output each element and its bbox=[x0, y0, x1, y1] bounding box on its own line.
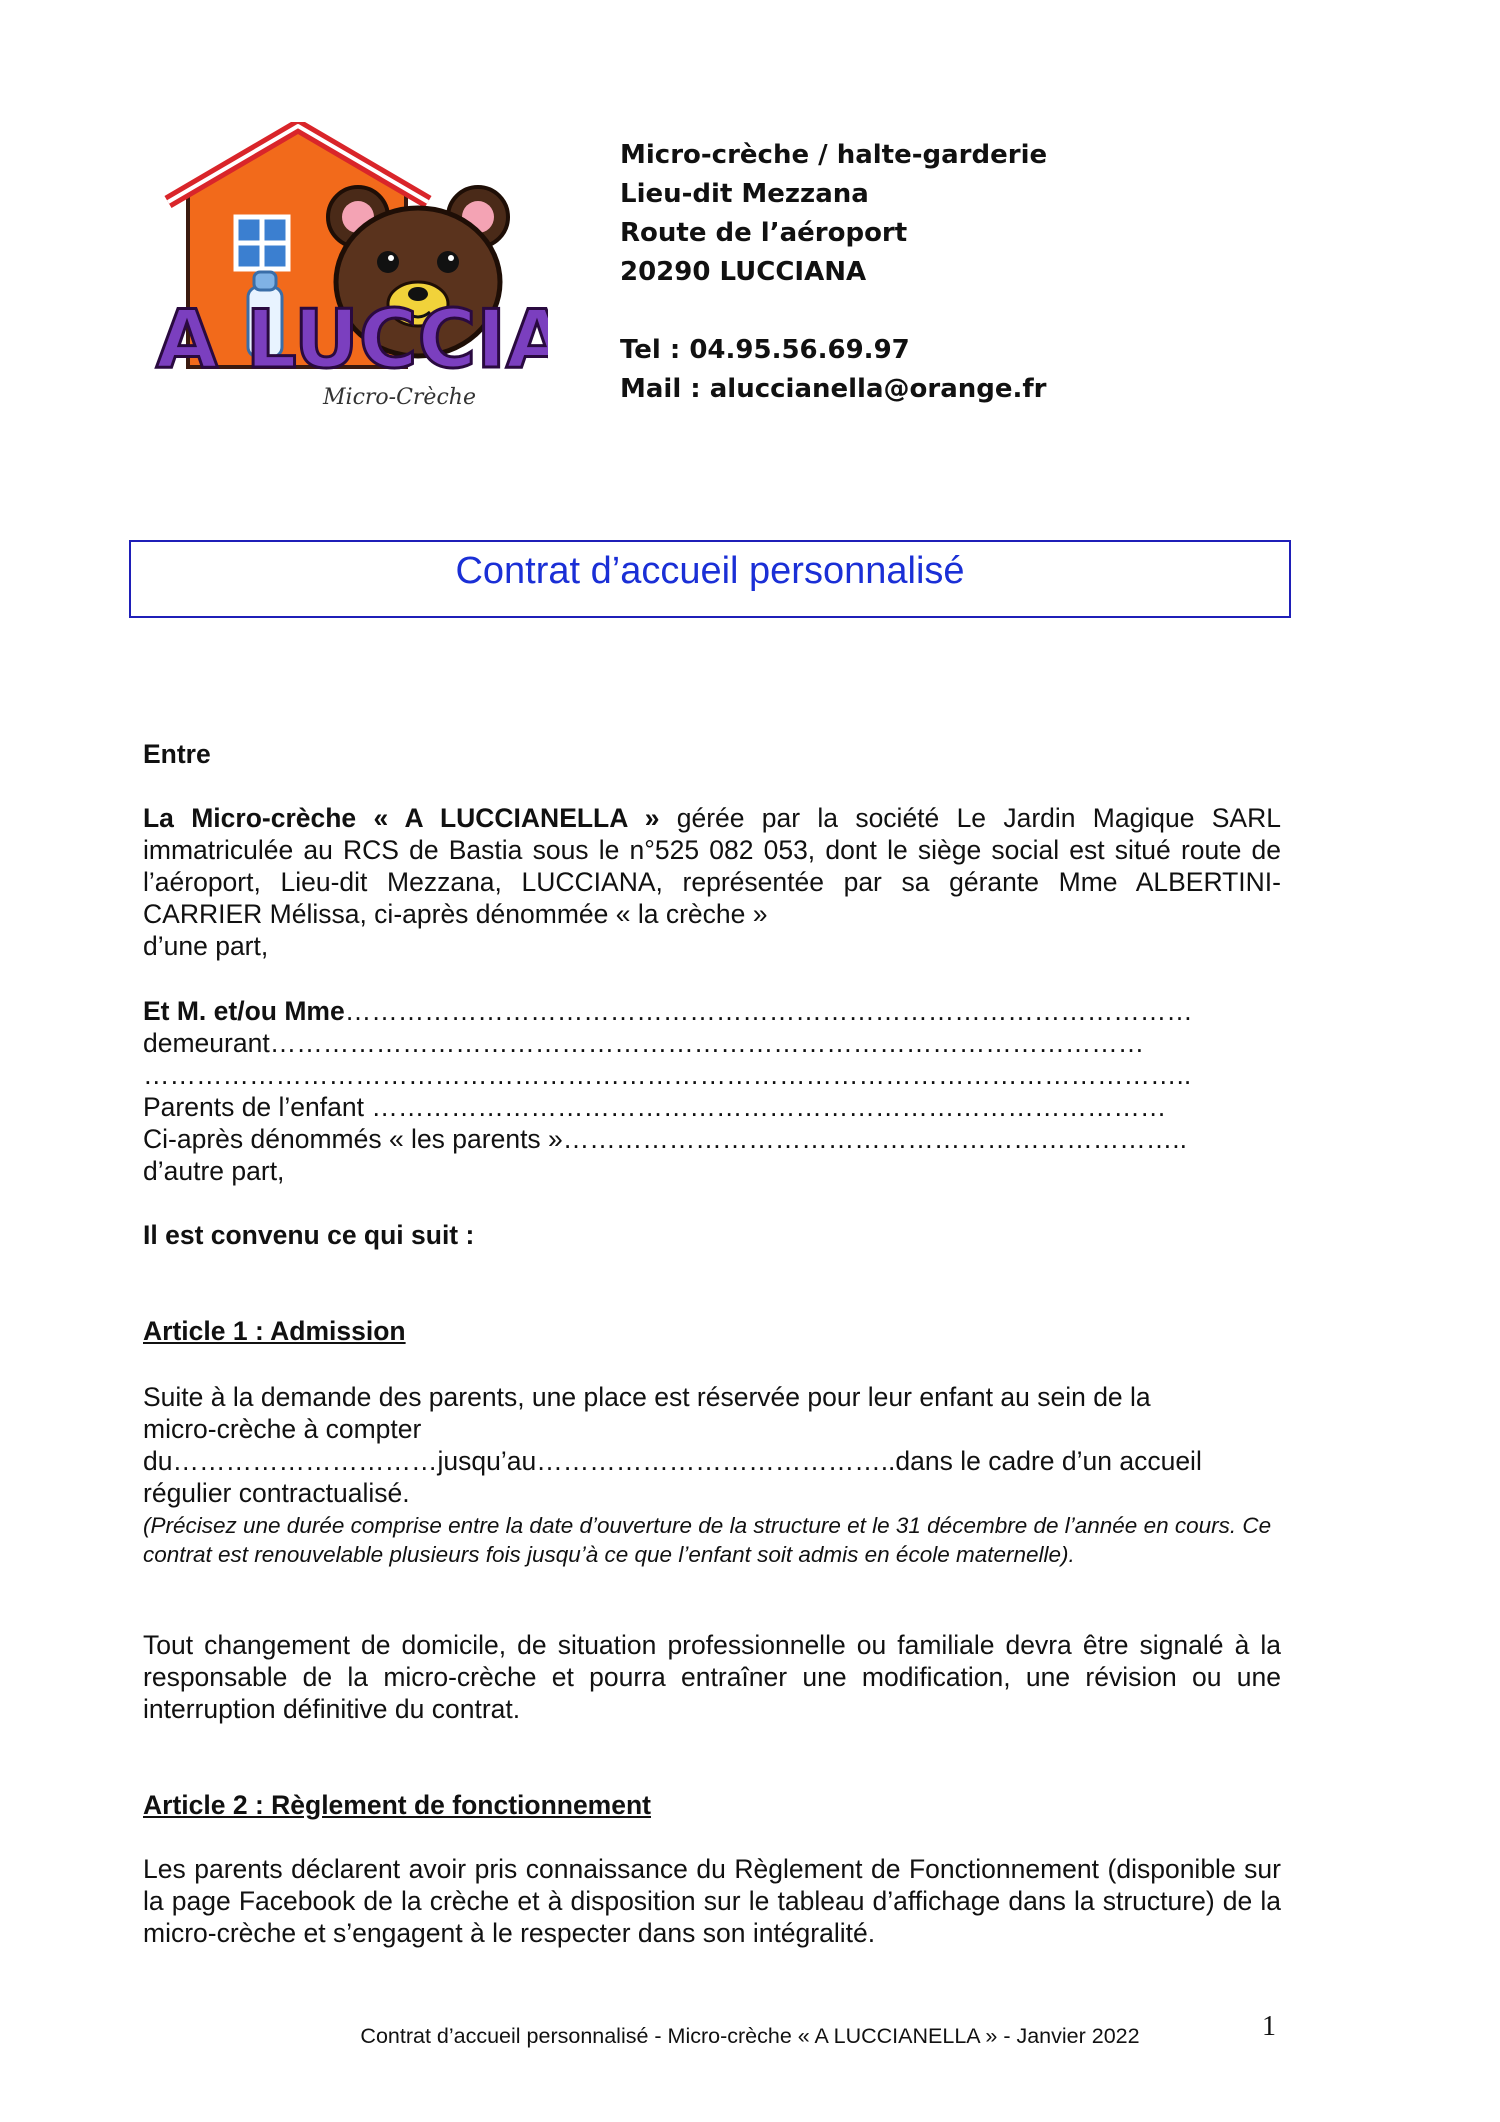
header-email: Mail : aluccianella@orange.fr bbox=[620, 374, 1047, 404]
party2-address-line-2: ……………………………………………………………………………………………………….. bbox=[143, 1060, 1192, 1090]
party2-closing: d’autre part, bbox=[143, 1156, 285, 1186]
article1-paragraph1 bbox=[143, 1381, 1281, 1509]
logo-brand-text: A LUCCIA bbox=[156, 293, 548, 386]
article1-line: régulier contractualisé. bbox=[143, 1478, 410, 1508]
header-contact-block bbox=[620, 136, 1180, 409]
entre-heading: Entre bbox=[143, 739, 211, 769]
agreement-heading: Il est convenu ce qui suit : bbox=[143, 1220, 475, 1250]
title-box bbox=[129, 540, 1291, 618]
article1-note: (Précisez une durée comprise entre la date d’ouverture de la structure et le 31 décembre de l’année en cours. Ce contrat est renouvelable plusieurs fois jusqu’à ce que l’enfant soit admis en école maternelle). bbox=[143, 1513, 1272, 1567]
creche-logo bbox=[148, 122, 548, 412]
footer-text: Contrat d’accueil personnalisé - Micro-crèche « A LUCCIANELLA » - Janvier 2022 bbox=[360, 2024, 1140, 2048]
party1-paragraph bbox=[143, 802, 1281, 930]
page-number: 1 bbox=[1262, 2011, 1276, 2042]
party2-child-line: Parents de l’enfant ……………………………………………………………………………… bbox=[143, 1092, 1167, 1122]
party1-closing: d’une part, bbox=[143, 931, 269, 961]
article2-paragraph: Les parents déclarent avoir pris connaissance du Règlement de Fonctionnement (disponible sur la page Facebook de la crèche et à disposition sur le tableau d’affichage dans la structure) de la micro-crèche et s’engagent à le respecter dans son intégralité. bbox=[143, 1854, 1281, 1948]
article1-paragraph2: Tout changement de domicile, de situation professionnelle ou familiale devra être signalé à la responsable de la micro-crèche et pourra entraîner une modification, une révision ou une interruption définitive du contrat. bbox=[143, 1630, 1281, 1724]
header-line-road: Route de l’aéroport bbox=[620, 218, 908, 248]
header-line-postcode: 20290 LUCCIANA bbox=[620, 257, 867, 287]
party2-designation-line: Ci-après dénommés « les parents »…………………………………………………………….. bbox=[143, 1124, 1188, 1154]
header-line-locality: Lieu-dit Mezzana bbox=[620, 179, 869, 209]
article1-dates-line: du…………………………jusqu’au…………………………………..dans le cadre d’un accueil bbox=[143, 1446, 1202, 1476]
party2-label: Et M. et/ou Mme bbox=[143, 996, 345, 1026]
party2-names-line bbox=[143, 995, 1281, 1027]
header-line-name: Micro-crèche / halte-garderie bbox=[620, 140, 1048, 170]
logo-subtitle-text: Micro-Crèche bbox=[323, 385, 476, 410]
article2-heading: Article 2 : Règlement de fonctionnement bbox=[143, 1790, 651, 1820]
party2-block bbox=[143, 995, 1281, 1187]
document-title: Contrat d’accueil personnalisé bbox=[455, 550, 965, 592]
article1-line: micro-crèche à compter bbox=[143, 1414, 422, 1444]
party2-names-blank: …………………………………………………………………………………… bbox=[344, 996, 1193, 1026]
article1-heading: Article 1 : Admission bbox=[143, 1316, 406, 1346]
header-phone: Tel : 04.95.56.69.97 bbox=[620, 335, 910, 365]
article1-line: Suite à la demande des parents, une place est réservée pour leur enfant au sein de la bbox=[143, 1382, 1151, 1412]
party2-address-line: demeurant……………………………………………………………………………………… bbox=[143, 1028, 1145, 1058]
party1-description: gérée par la société Le Jardin Magique SARL immatriculée au RCS de Bastia sous le n°525 082 053, dont le siège social est situé route de l’aéroport, Lieu-dit Mezzana, LUCCIANA, représentée par sa gérante Mme ALBERTINI-CARRIER Mélissa, ci-après dénommée « la crèche » bbox=[143, 803, 1281, 929]
party1-name: La Micro-crèche « A LUCCIANELLA » bbox=[143, 803, 660, 833]
